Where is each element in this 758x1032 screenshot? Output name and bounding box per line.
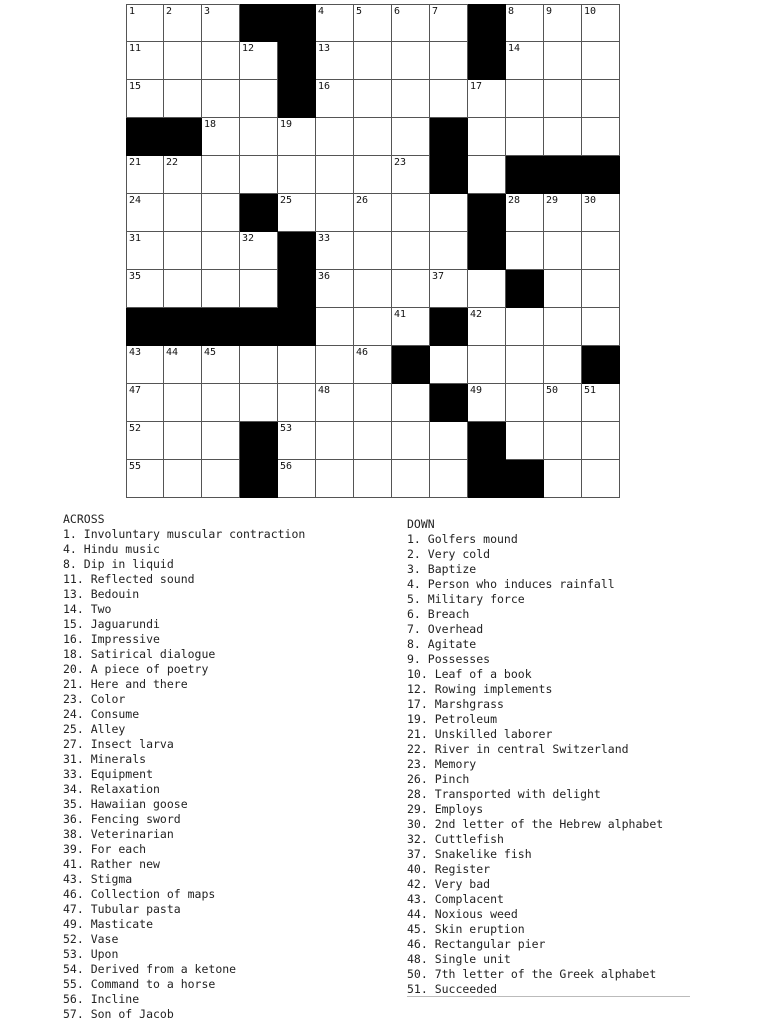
clue-number: 6	[394, 6, 401, 17]
grid-cell[interactable]	[430, 42, 468, 80]
grid-cell[interactable]	[164, 4, 202, 42]
grid-cell[interactable]	[316, 42, 354, 80]
across-clue: 16. Impressive	[63, 632, 160, 646]
across-clue: 57. Son of Jacob	[63, 1007, 174, 1021]
down-clue: 48. Single unit	[407, 952, 511, 966]
grid-cell[interactable]	[582, 118, 620, 156]
grid-cell[interactable]	[278, 346, 316, 384]
grid-block	[430, 156, 468, 194]
grid-cell[interactable]	[278, 422, 316, 460]
grid-cell[interactable]	[582, 194, 620, 232]
clue-number: 2	[166, 6, 173, 17]
across-clue: 53. Upon	[63, 947, 119, 961]
grid-cell[interactable]	[506, 308, 544, 346]
down-clue: 29. Employs	[407, 802, 484, 816]
across-clue: 31. Minerals	[63, 752, 147, 766]
grid-cell[interactable]	[506, 4, 544, 42]
clue-number: 24	[129, 195, 142, 206]
grid-cell[interactable]	[202, 42, 240, 80]
grid-cell[interactable]	[506, 118, 544, 156]
clue-number: 13	[318, 43, 331, 54]
grid-cell[interactable]	[392, 4, 430, 42]
down-clues	[407, 517, 663, 997]
grid-block	[240, 194, 278, 232]
grid-cell[interactable]	[240, 80, 278, 118]
grid-cell[interactable]	[202, 118, 240, 156]
grid-cell[interactable]	[164, 80, 202, 118]
grid-cell[interactable]	[430, 270, 468, 308]
down-clue: 32. Cuttlefish	[407, 832, 504, 846]
grid-cell[interactable]	[468, 270, 506, 308]
clue-number: 7	[432, 6, 439, 17]
down-clue: 42. Very bad	[407, 877, 491, 891]
grid-cell[interactable]	[164, 194, 202, 232]
grid-cell[interactable]	[240, 156, 278, 194]
grid-cell[interactable]	[582, 270, 620, 308]
grid-cell[interactable]	[544, 308, 582, 346]
grid-cell[interactable]	[354, 422, 392, 460]
grid-cell[interactable]	[126, 422, 164, 460]
across-clue: 35. Hawaiian goose	[63, 797, 188, 811]
grid-cell[interactable]	[544, 270, 582, 308]
grid-cell[interactable]	[316, 346, 354, 384]
grid-cell[interactable]	[316, 80, 354, 118]
clue-number: 3	[204, 6, 211, 17]
grid-cell[interactable]	[240, 270, 278, 308]
grid-block	[164, 308, 202, 346]
down-clue: 1. Golfers mound	[407, 532, 518, 546]
grid-cell[interactable]	[468, 80, 506, 118]
down-clue: 22. River in central Switzerland	[407, 742, 629, 756]
down-clue: 21. Unskilled laborer	[407, 727, 553, 741]
clue-number: 16	[318, 81, 331, 92]
clue-number: 29	[546, 195, 559, 206]
divider	[407, 996, 690, 997]
across-clue: 52. Vase	[63, 932, 119, 946]
clue-number: 5	[356, 6, 363, 17]
grid-cell[interactable]	[392, 156, 430, 194]
grid-cell[interactable]	[202, 270, 240, 308]
grid-cell[interactable]	[164, 232, 202, 270]
grid-block	[278, 270, 316, 308]
grid-cell[interactable]	[582, 232, 620, 270]
grid-cell[interactable]	[354, 346, 392, 384]
grid-cell[interactable]	[544, 80, 582, 118]
grid-cell[interactable]	[240, 232, 278, 270]
across-clue: 14. Two	[63, 602, 112, 616]
down-clue: 17. Marshgrass	[407, 697, 504, 711]
down-clue: 50. 7th letter of the Greek alphabet	[407, 967, 657, 981]
grid-cell[interactable]	[392, 118, 430, 156]
grid-cell[interactable]	[316, 384, 354, 422]
across-clue: 41. Rather new	[63, 857, 160, 871]
down-clue: 40. Register	[407, 862, 491, 876]
grid-cell[interactable]	[430, 232, 468, 270]
grid-cell[interactable]	[392, 42, 430, 80]
clue-number: 37	[432, 271, 445, 282]
across-clue: 24. Consume	[63, 707, 140, 721]
across-clue: 25. Alley	[63, 722, 126, 736]
clue-number: 41	[394, 309, 407, 320]
clue-number: 30	[584, 195, 597, 206]
crossword-grid	[126, 4, 620, 498]
grid-block	[202, 308, 240, 346]
across-clue: 49. Masticate	[63, 917, 154, 931]
grid-block	[544, 156, 582, 194]
clue-number: 12	[242, 43, 255, 54]
grid-cell[interactable]	[354, 232, 392, 270]
grid-cell[interactable]	[316, 422, 354, 460]
down-clue: 8. Agitate	[407, 637, 477, 651]
clue-number: 22	[166, 157, 179, 168]
down-clue: 51. Succeeded	[407, 982, 498, 996]
grid-cell[interactable]	[468, 156, 506, 194]
grid-cell[interactable]	[506, 80, 544, 118]
clue-number: 14	[508, 43, 521, 54]
grid-block	[506, 460, 544, 498]
clue-number: 18	[204, 119, 217, 130]
grid-block	[468, 232, 506, 270]
clue-number: 8	[508, 6, 515, 17]
grid-cell[interactable]	[126, 80, 164, 118]
down-clue-list	[407, 532, 663, 997]
grid-cell[interactable]	[126, 460, 164, 498]
down-clue: 46. Rectangular pier	[407, 937, 546, 951]
grid-cell[interactable]	[392, 232, 430, 270]
grid-block	[278, 232, 316, 270]
down-clue: 7. Overhead	[407, 622, 484, 636]
grid-cell[interactable]	[316, 118, 354, 156]
across-clue: 4. Hindu music	[63, 542, 160, 556]
clue-number: 4	[318, 6, 325, 17]
clue-number: 48	[318, 385, 331, 396]
across-clue: 20. A piece of poetry	[63, 662, 209, 676]
grid-cell[interactable]	[582, 4, 620, 42]
grid-block	[278, 308, 316, 346]
across-clue: 27. Insect larva	[63, 737, 174, 751]
clue-number: 55	[129, 461, 142, 472]
grid-cell[interactable]	[544, 4, 582, 42]
grid-cell[interactable]	[544, 194, 582, 232]
grid-cell[interactable]	[240, 118, 278, 156]
grid-cell[interactable]	[202, 232, 240, 270]
across-clue: 43. Stigma	[63, 872, 133, 886]
grid-cell[interactable]	[544, 232, 582, 270]
down-clue: 19. Petroleum	[407, 712, 498, 726]
grid-cell[interactable]	[202, 460, 240, 498]
across-clue: 38. Veterinarian	[63, 827, 174, 841]
grid-block	[392, 346, 430, 384]
grid-cell[interactable]	[544, 346, 582, 384]
grid-cell[interactable]	[278, 156, 316, 194]
down-clue: 45. Skin eruption	[407, 922, 525, 936]
grid-cell[interactable]	[126, 232, 164, 270]
grid-block	[430, 308, 468, 346]
grid-cell[interactable]	[164, 460, 202, 498]
grid-block	[468, 422, 506, 460]
across-clue: 34. Relaxation	[63, 782, 160, 796]
grid-block	[240, 422, 278, 460]
grid-cell[interactable]	[354, 156, 392, 194]
grid-block	[126, 118, 164, 156]
grid-cell[interactable]	[582, 460, 620, 498]
across-clue: 33. Equipment	[63, 767, 154, 781]
grid-cell[interactable]	[430, 4, 468, 42]
across-clue: 15. Jaguarundi	[63, 617, 160, 631]
grid-cell[interactable]	[582, 308, 620, 346]
across-clue: 55. Command to a horse	[63, 977, 216, 991]
clue-number: 35	[129, 271, 142, 282]
grid-cell[interactable]	[392, 270, 430, 308]
across-clue: 47. Tubular pasta	[63, 902, 181, 916]
grid-cell[interactable]	[278, 460, 316, 498]
grid-cell[interactable]	[354, 460, 392, 498]
grid-cell[interactable]	[392, 384, 430, 422]
grid-cell[interactable]	[582, 384, 620, 422]
grid-block	[240, 4, 278, 42]
grid-cell[interactable]	[164, 422, 202, 460]
grid-block	[278, 42, 316, 80]
grid-cell[interactable]	[354, 4, 392, 42]
clue-number: 10	[584, 6, 597, 17]
clue-number: 23	[394, 157, 407, 168]
across-clues	[63, 512, 305, 1022]
grid-block	[278, 80, 316, 118]
grid-cell[interactable]	[392, 194, 430, 232]
grid-cell[interactable]	[354, 80, 392, 118]
down-clue: 26. Pinch	[407, 772, 470, 786]
across-clue: 39. For each	[63, 842, 147, 856]
down-clue: 12. Rowing implements	[407, 682, 553, 696]
down-clue: 3. Baptize	[407, 562, 477, 576]
grid-block	[240, 308, 278, 346]
grid-block	[468, 42, 506, 80]
grid-cell[interactable]	[202, 384, 240, 422]
clue-number: 52	[129, 423, 142, 434]
grid-cell[interactable]	[354, 384, 392, 422]
down-clue: 28. Transported with delight	[407, 787, 601, 801]
across-clue: 13. Bedouin	[63, 587, 140, 601]
across-clue: 18. Satirical dialogue	[63, 647, 216, 661]
clue-number: 47	[129, 385, 142, 396]
grid-cell[interactable]	[544, 422, 582, 460]
grid-block	[582, 346, 620, 384]
across-clue: 23. Color	[63, 692, 126, 706]
grid-cell[interactable]	[240, 42, 278, 80]
grid-cell[interactable]	[316, 460, 354, 498]
grid-cell[interactable]	[392, 422, 430, 460]
grid-cell[interactable]	[164, 270, 202, 308]
grid-cell[interactable]	[202, 4, 240, 42]
grid-cell[interactable]	[430, 194, 468, 232]
across-clue: 1. Involuntary muscular contraction	[63, 527, 306, 541]
grid-block	[430, 118, 468, 156]
down-clue: 43. Complacent	[407, 892, 504, 906]
grid-cell[interactable]	[240, 346, 278, 384]
grid-block	[468, 194, 506, 232]
grid-block	[506, 270, 544, 308]
down-clue: 9. Possesses	[407, 652, 491, 666]
grid-block	[506, 156, 544, 194]
grid-cell[interactable]	[430, 346, 468, 384]
across-clue: 56. Incline	[63, 992, 140, 1006]
across-clue: 54. Derived from a ketone	[63, 962, 237, 976]
grid-block	[278, 4, 316, 42]
across-clue: 46. Collection of maps	[63, 887, 216, 901]
clue-number: 25	[280, 195, 293, 206]
grid-cell[interactable]	[126, 270, 164, 308]
clue-number: 53	[280, 423, 293, 434]
grid-cell[interactable]	[354, 308, 392, 346]
grid-cell[interactable]	[544, 384, 582, 422]
clue-number: 17	[470, 81, 483, 92]
grid-cell[interactable]	[506, 42, 544, 80]
grid-block	[582, 156, 620, 194]
grid-cell[interactable]	[506, 422, 544, 460]
grid-cell[interactable]	[316, 232, 354, 270]
clue-number: 49	[470, 385, 483, 396]
grid-cell[interactable]	[354, 270, 392, 308]
clue-number: 15	[129, 81, 142, 92]
grid-cell[interactable]	[126, 156, 164, 194]
clue-number: 46	[356, 347, 369, 358]
grid-cell[interactable]	[430, 80, 468, 118]
grid-cell[interactable]	[316, 194, 354, 232]
grid-cell[interactable]	[582, 42, 620, 80]
grid-cell[interactable]	[430, 460, 468, 498]
clue-number: 42	[470, 309, 483, 320]
grid-cell[interactable]	[392, 460, 430, 498]
grid-cell[interactable]	[506, 232, 544, 270]
clue-number: 56	[280, 461, 293, 472]
grid-cell[interactable]	[316, 308, 354, 346]
across-clue: 8. Dip in liquid	[63, 557, 174, 571]
grid-cell[interactable]	[430, 422, 468, 460]
clue-number: 43	[129, 347, 142, 358]
grid-block	[240, 460, 278, 498]
grid-cell[interactable]	[506, 346, 544, 384]
grid-cell[interactable]	[126, 384, 164, 422]
grid-cell[interactable]	[278, 384, 316, 422]
clue-number: 26	[356, 195, 369, 206]
clue-number: 1	[129, 6, 136, 17]
grid-cell[interactable]	[202, 194, 240, 232]
grid-cell[interactable]	[544, 460, 582, 498]
grid-cell[interactable]	[126, 42, 164, 80]
clue-number: 19	[280, 119, 293, 130]
grid-cell[interactable]	[316, 156, 354, 194]
grid-cell[interactable]	[506, 384, 544, 422]
clue-number: 28	[508, 195, 521, 206]
grid-block	[126, 308, 164, 346]
grid-cell[interactable]	[354, 42, 392, 80]
grid-cell[interactable]	[582, 422, 620, 460]
down-clue: 5. Military force	[407, 592, 525, 606]
clue-number: 45	[204, 347, 217, 358]
grid-cell[interactable]	[278, 194, 316, 232]
clue-number: 50	[546, 385, 559, 396]
grid-block	[164, 118, 202, 156]
grid-cell[interactable]	[544, 118, 582, 156]
grid-cell[interactable]	[126, 4, 164, 42]
grid-cell[interactable]	[202, 80, 240, 118]
grid-cell[interactable]	[468, 346, 506, 384]
grid-cell[interactable]	[506, 194, 544, 232]
clue-number: 9	[546, 6, 553, 17]
grid-cell[interactable]	[316, 4, 354, 42]
down-heading: DOWN	[407, 517, 435, 531]
across-clue-list	[63, 527, 305, 1022]
down-clue: 4. Person who induces rainfall	[407, 577, 615, 591]
grid-cell[interactable]	[202, 346, 240, 384]
grid-cell[interactable]	[316, 270, 354, 308]
grid-cell[interactable]	[164, 42, 202, 80]
down-clue: 44. Noxious weed	[407, 907, 518, 921]
grid-block	[468, 4, 506, 42]
grid-cell[interactable]	[468, 308, 506, 346]
clue-number: 36	[318, 271, 331, 282]
grid-cell[interactable]	[354, 118, 392, 156]
clue-number: 21	[129, 157, 142, 168]
grid-cell[interactable]	[240, 384, 278, 422]
grid-cell[interactable]	[544, 42, 582, 80]
down-clue: 2. Very cold	[407, 547, 491, 561]
across-clue: 21. Here and there	[63, 677, 188, 691]
down-clue: 23. Memory	[407, 757, 477, 771]
clue-number: 31	[129, 233, 142, 244]
clue-number: 33	[318, 233, 331, 244]
grid-cell[interactable]	[468, 384, 506, 422]
down-clue: 37. Snakelike fish	[407, 847, 532, 861]
grid-block	[430, 384, 468, 422]
grid-cell[interactable]	[468, 118, 506, 156]
grid-cell[interactable]	[164, 384, 202, 422]
grid-cell[interactable]	[392, 80, 430, 118]
clue-number: 11	[129, 43, 142, 54]
across-clue: 36. Fencing sword	[63, 812, 181, 826]
down-clue: 30. 2nd letter of the Hebrew alphabet	[407, 817, 664, 831]
grid-cell[interactable]	[164, 346, 202, 384]
grid-cell[interactable]	[202, 422, 240, 460]
grid-cell[interactable]	[202, 156, 240, 194]
clue-number: 32	[242, 233, 255, 244]
down-clue: 10. Leaf of a book	[407, 667, 532, 681]
grid-cell[interactable]	[354, 194, 392, 232]
grid-cell[interactable]	[126, 346, 164, 384]
grid-cell[interactable]	[392, 308, 430, 346]
grid-cell[interactable]	[278, 118, 316, 156]
grid-block	[468, 460, 506, 498]
clue-number: 51	[584, 385, 597, 396]
down-clue: 6. Breach	[407, 607, 470, 621]
grid-cell[interactable]	[164, 156, 202, 194]
across-heading: ACROSS	[63, 512, 105, 526]
clue-number: 44	[166, 347, 179, 358]
across-clue: 11. Reflected sound	[63, 572, 195, 586]
grid-cell[interactable]	[582, 80, 620, 118]
grid-cell[interactable]	[126, 194, 164, 232]
